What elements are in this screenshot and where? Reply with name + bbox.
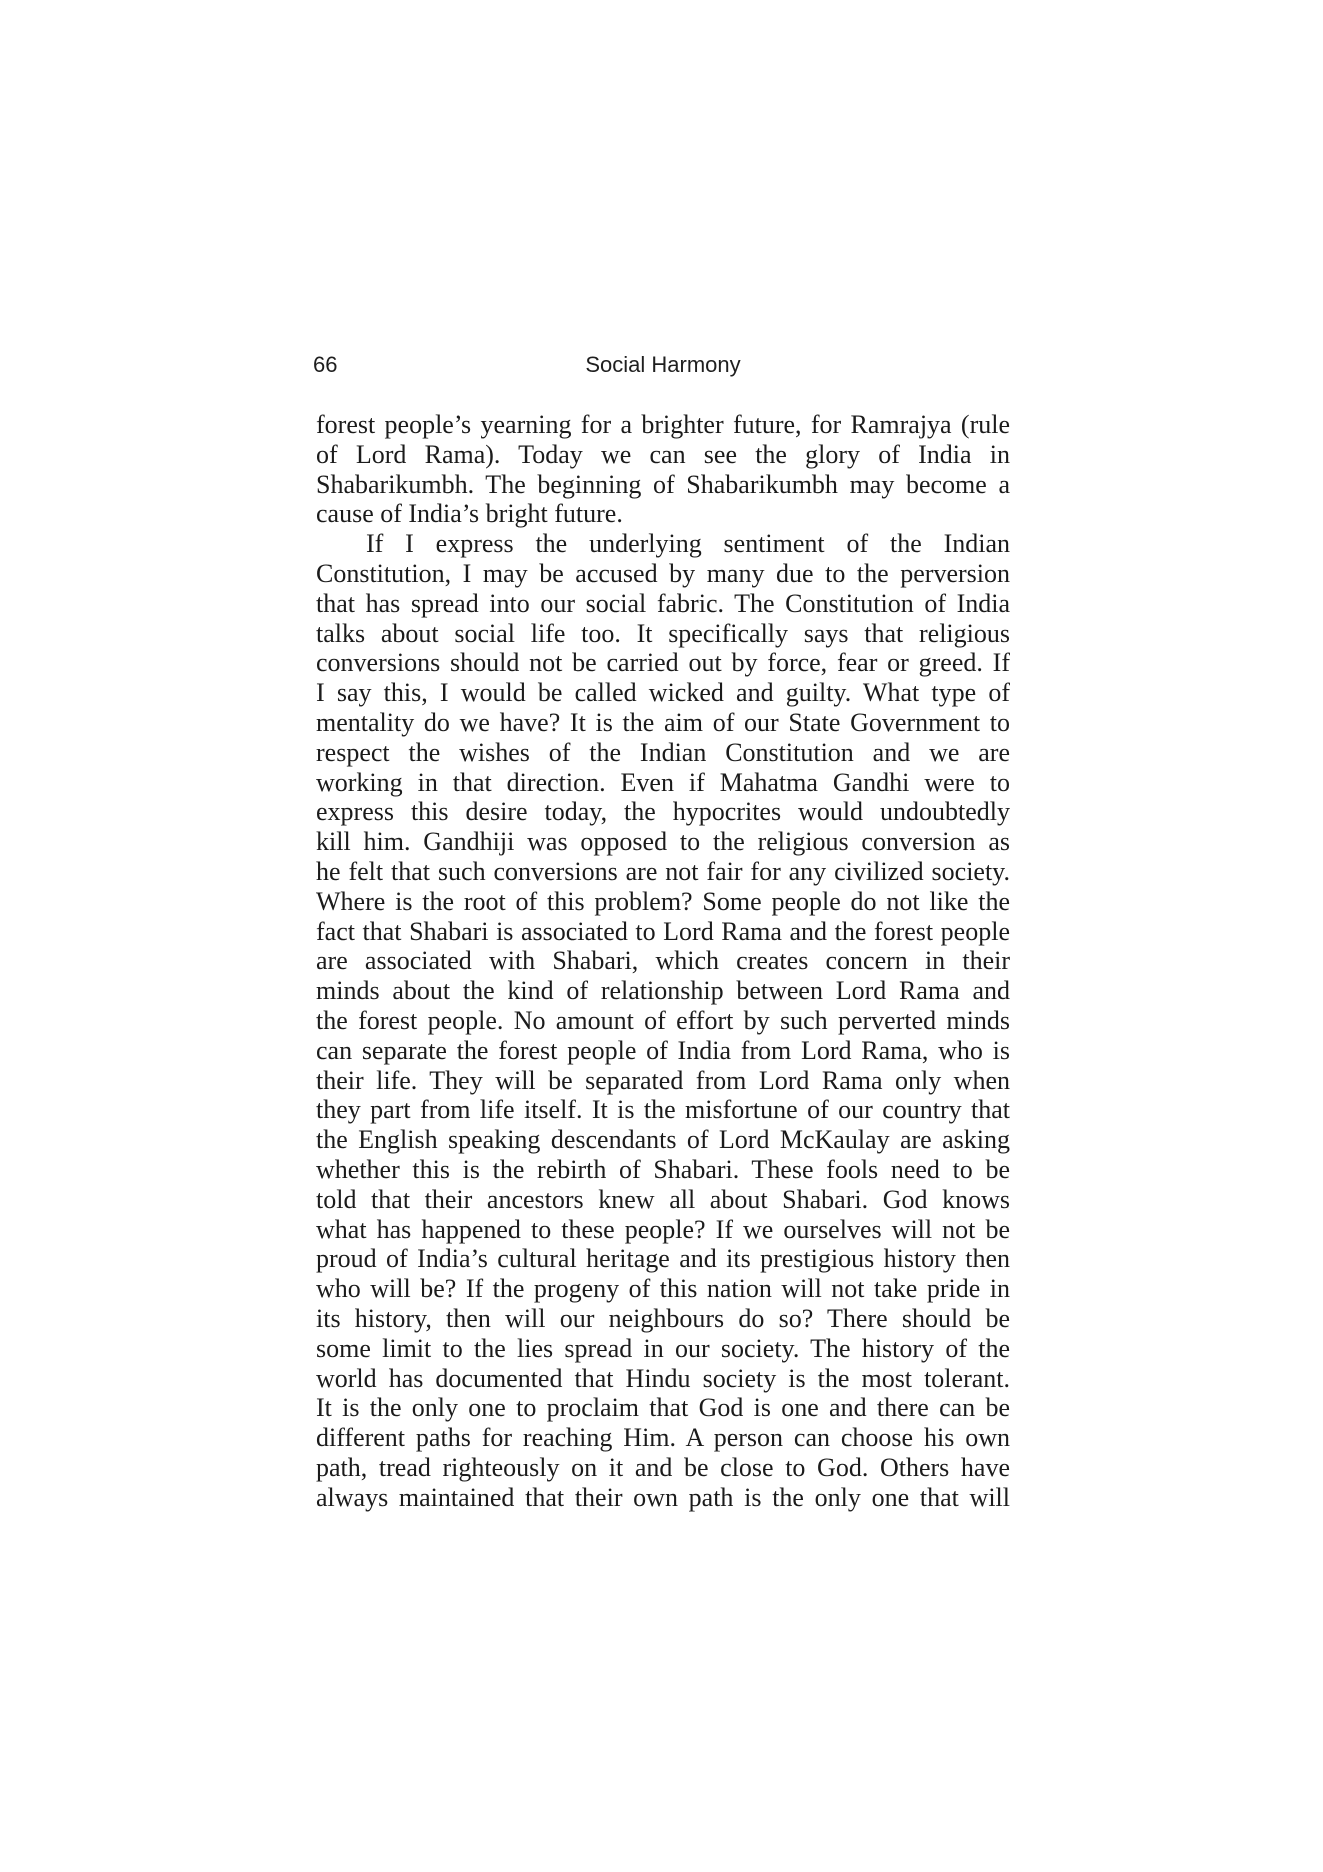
text-line: the English speaking descendants of Lord McKaulay are asking	[316, 1125, 1010, 1155]
text-line: forest people’s yearning for a brighter future, for Ramrajya (rule	[316, 410, 1010, 439]
text-line: world has documented that Hindu society is the most tolerant.	[316, 1363, 1010, 1393]
text-line: I say this, I would be called wicked and guilty. What type of	[316, 678, 1010, 708]
text-line: he felt that such conversions are not fair for any civilized society.	[316, 856, 1010, 886]
text-line: conversions should not be carried out by force, fear or greed. If	[316, 648, 1010, 678]
text-line: what has happened to these people? If we ourselves will not be	[316, 1214, 1010, 1244]
text-line: whether this is the rebirth of Shabari. These fools need to be	[316, 1154, 1010, 1184]
text-line: path, tread righteously on it and be close to God. Others have	[316, 1452, 1010, 1482]
text-line: that has spread into our social fabric. The Constitution of India	[316, 588, 1010, 618]
text-line: told that their ancestors knew all about Shabari. God knows	[316, 1184, 1010, 1214]
text-line: respect the wishes of the Indian Constitution and we are	[316, 737, 1010, 767]
text-line: Shabarikumbh. The beginning of Shabarikumbh may become a	[316, 469, 1010, 499]
text-line: express this desire today, the hypocrites would undoubtedly	[316, 797, 1010, 827]
text-line: can separate the forest people of India from Lord Rama, who is	[316, 1035, 1010, 1065]
text-line: are associated with Shabari, which creates concern in their	[316, 946, 1010, 976]
text-line: minds about the kind of relationship between Lord Rama and	[316, 976, 1010, 1006]
text-line: talks about social life too. It specifically says that religious	[316, 618, 1010, 648]
text-line: who will be? If the progeny of this nation will not take pride in	[316, 1274, 1010, 1304]
text-line: It is the only one to proclaim that God is one and there can be	[316, 1393, 1010, 1423]
text-line: mentality do we have? It is the aim of our State Government to	[316, 707, 1010, 737]
text-line: they part from life itself. It is the misfortune of our country that	[316, 1095, 1010, 1125]
page-header	[313, 352, 1010, 378]
page-number: 66	[313, 352, 338, 377]
text-line: always maintained that their own path is the only one that will	[316, 1482, 1010, 1512]
running-title: Social Harmony	[585, 352, 741, 377]
text-line: its history, then will our neighbours do so? There should be	[316, 1303, 1010, 1333]
text-line: the forest people. No amount of effort by such perverted minds	[316, 1005, 1010, 1035]
text-line: If I express the underlying sentiment of the Indian	[366, 529, 1010, 559]
text-line: working in that direction. Even if Mahatma Gandhi were to	[316, 767, 1010, 797]
text-line: proud of India’s cultural heritage and its prestigious history then	[316, 1244, 1010, 1274]
text-line: different paths for reaching Him. A person can choose his own	[316, 1423, 1010, 1453]
text-line: their life. They will be separated from Lord Rama only when	[316, 1065, 1010, 1095]
text-line: of Lord Rama). Today we can see the glory of India in	[316, 439, 1010, 469]
text-line: kill him. Gandhiji was opposed to the religious conversion as	[316, 827, 1010, 857]
text-line: some limit to the lies spread in our society. The history of the	[316, 1333, 1010, 1363]
text-line: cause of India’s bright future.	[316, 499, 623, 529]
text-line: Where is the root of this problem? Some people do not like the	[316, 886, 1010, 916]
body-text	[316, 410, 1010, 1512]
text-line: fact that Shabari is associated to Lord Rama and the forest people	[316, 916, 1010, 946]
text-line: Constitution, I may be accused by many due to the perversion	[316, 558, 1010, 588]
